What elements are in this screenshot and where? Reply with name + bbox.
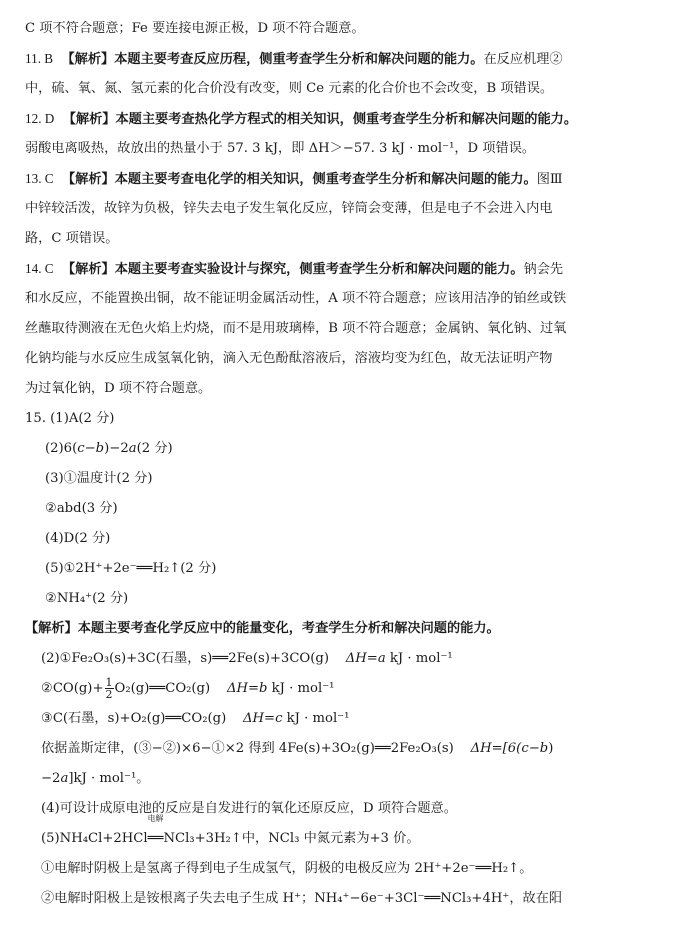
equation: O₂(g)══CO₂(g) [114, 681, 211, 696]
equation-line [25, 814, 651, 854]
text-run: ) [548, 741, 554, 756]
equation-line [25, 704, 651, 734]
text-run: 丝蘸取待测液在无色火焰上灼烧，而不是用玻璃棒，B 项不符合题意；金属钠、氧化钠、过氧 [25, 321, 567, 336]
text-run: (4)D(2 分) [45, 531, 111, 546]
variable: b [259, 681, 268, 696]
question-label: 11. B [25, 51, 54, 66]
enthalpy-label: ΔH= [345, 651, 378, 666]
text-run: )−2 [104, 441, 129, 456]
text-run: 图Ⅲ [536, 172, 563, 187]
text-run: 中，硫、氧、氮、氢元素的化合价没有改变，则 Ce 元素的化合价也不会改变，B 项错误。 [25, 81, 554, 96]
unit: ]kJ · mol⁻¹。 [68, 771, 150, 786]
variable: a [60, 771, 69, 786]
text-run: 和水反应，不能置换出铜，故不能证明金属活动性，A 项不符合题意；应该用洁净的铂丝或铁 [25, 291, 567, 306]
text-run: ②NH₄⁺(2 分) [45, 591, 129, 606]
text-line [25, 854, 651, 884]
text-line [25, 194, 651, 224]
variable: b [539, 741, 549, 756]
text-run: −2 [41, 771, 61, 786]
text-run: 15. (1)A(2 分) [25, 411, 115, 426]
question-label: 12. D [25, 111, 55, 126]
text-run: ②电解时阳极上是铵根离子失去电子生成 H⁺；NH₄⁺−6e⁻+3Cl⁻══NCl₃+4H⁺，故在阳 [41, 891, 563, 906]
text-line [25, 494, 651, 524]
unit: kJ · mol⁻¹ [267, 681, 335, 696]
equation: (5)NH₄Cl+2HCl [41, 831, 148, 846]
text-line [25, 224, 651, 254]
equals-sign: ══ [147, 831, 164, 846]
variable: c [521, 741, 529, 756]
text-line [25, 344, 651, 374]
text-line [25, 524, 651, 554]
text-line [25, 314, 651, 344]
text-run: C 项不符合题意；Fe 要连接电源正极，D 项不符合题意。 [25, 21, 365, 36]
equation: ③C(石墨，s)+O₂(g)══CO₂(g) [41, 711, 227, 726]
equation: (2)①Fe₂O₃(s)+3C(石墨，s)══2Fe(s)+3CO(g) [41, 651, 329, 666]
variable: b [95, 441, 105, 456]
enthalpy-label: ΔH= [226, 681, 260, 696]
answer-15 [25, 404, 651, 434]
text-run: (2 分) [136, 441, 173, 456]
text-run: (3)①温度计(2 分) [45, 471, 153, 486]
text-run: 依据盖斯定律，(③−②)×6−①×2 得到 4Fe(s)+3O₂(g)══2Fe₂O₃(s) [41, 741, 454, 756]
unit: kJ · mol⁻¹ [282, 711, 350, 726]
answer-11 [25, 44, 651, 74]
variable: c [77, 441, 85, 456]
text-line [25, 464, 651, 494]
text-line [25, 284, 651, 314]
text-line [25, 434, 651, 464]
text-run: 弱酸电离吸热，故放出的热量小于 57. 3 kJ，即 ΔH＞−57. 3 kJ · mol⁻¹，D 项错误。 [25, 141, 536, 156]
denominator: 2 [105, 688, 113, 701]
electrolysis-arrow [147, 814, 164, 854]
fraction [105, 677, 114, 700]
text-line [25, 764, 651, 794]
analysis-heading: 【解析】本题主要考查实验设计与探究，侧重考查学生分析和解决问题的能力。 [61, 262, 524, 277]
text-run: 中锌较活泼，故锌为负极，锌失去电子发生氧化反应，锌筒会变薄，但是电子不会进入内电 [25, 201, 553, 216]
text-line [25, 584, 651, 614]
text-run: (5)①2H⁺+2e⁻══H₂↑(2 分) [45, 561, 217, 576]
text-line [25, 74, 651, 104]
text-run: NCl₃+3H₂↑中，NCl₃ 中氮元素为+3 价。 [163, 831, 420, 846]
text-line [25, 884, 651, 914]
analysis-15 [25, 614, 651, 644]
equation-line [25, 674, 651, 704]
text-run: (4)可设计成原电池的反应是自发进行的氧化还原反应，D 项符合题意。 [41, 801, 457, 816]
text-run: 在反应机理② [483, 52, 563, 67]
question-label: 13. C [25, 171, 54, 186]
condition-label: 电解 [147, 814, 164, 823]
text-run: ②abd(3 分) [45, 501, 118, 516]
text-run: (2)6( [45, 441, 78, 456]
numerator: 1 [105, 676, 113, 689]
unit: kJ · mol⁻¹ [385, 651, 453, 666]
equation: ②CO(g)+ [41, 681, 104, 696]
variable: a [377, 651, 386, 666]
text-run: 路，C 项错误。 [25, 231, 119, 246]
answer-12 [25, 104, 651, 134]
analysis-heading: 【解析】本题主要考查化学反应中的能量变化，考查学生分析和解决问题的能力。 [25, 621, 500, 636]
text-run: 钠会先 [523, 262, 564, 277]
enthalpy-label: ΔH= [243, 711, 276, 726]
text-run: ①电解时阴极上是氢离子得到电子生成氢气，阴极的电极反应为 2H⁺+2e⁻══H₂↑。 [41, 861, 533, 876]
text-line [25, 734, 651, 764]
question-label: 14. C [25, 261, 54, 276]
text-line [25, 794, 651, 824]
text-run: − [528, 741, 540, 756]
text-run: 为过氧化钠，D 项不符合题意。 [25, 381, 212, 396]
analysis-heading: 【解析】本题主要考查反应历程，侧重考查学生分析和解决问题的能力。 [61, 52, 484, 67]
text-run: − [84, 441, 96, 456]
text-line [25, 374, 651, 404]
variable: c [275, 711, 283, 726]
answer-13 [25, 164, 651, 194]
enthalpy-label: ΔH=[6( [470, 741, 522, 756]
analysis-heading: 【解析】本题主要考查热化学方程式的相关知识，侧重考查学生分析和解决问题的能力。 [62, 112, 578, 127]
text-run: 化钠均能与水反应生成氢氧化钠，滴入无色酚酞溶液后，溶液均变为红色，故无法证明产物 [25, 351, 553, 366]
text-line [25, 554, 651, 584]
text-line [25, 134, 651, 164]
text-line [25, 14, 651, 44]
variable: a [128, 441, 137, 456]
equation-line [25, 644, 651, 674]
answer-14 [25, 254, 651, 284]
analysis-heading: 【解析】本题主要考查电化学的相关知识，侧重考查学生分析和解决问题的能力。 [61, 172, 537, 187]
